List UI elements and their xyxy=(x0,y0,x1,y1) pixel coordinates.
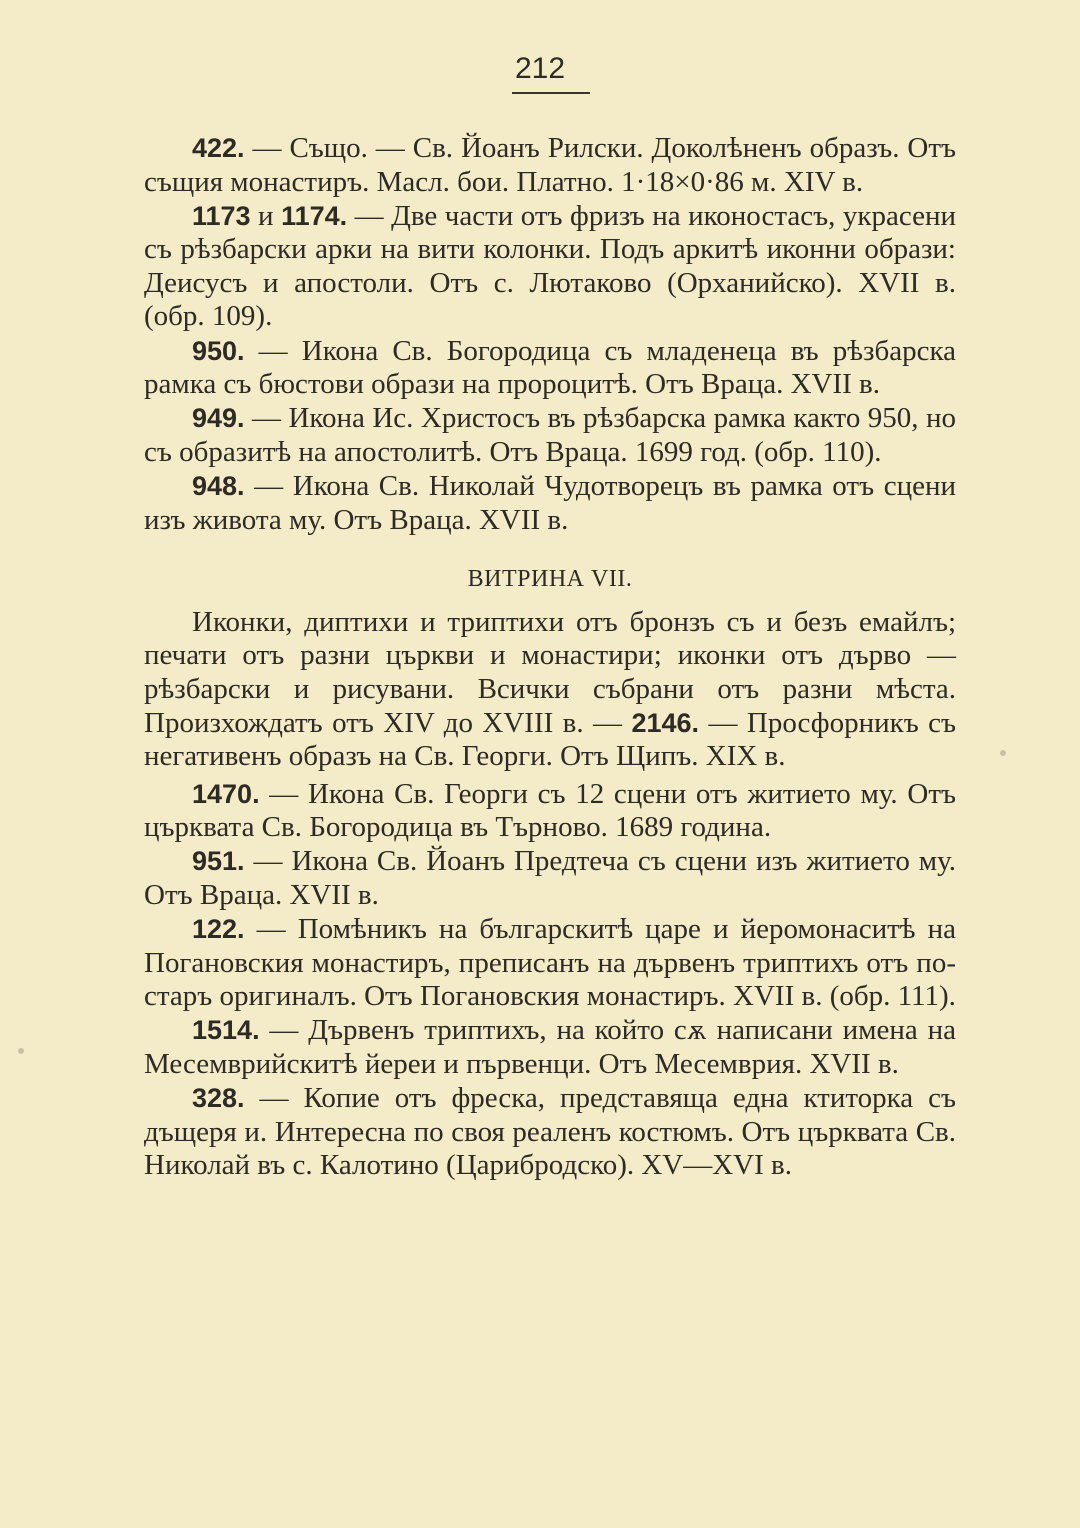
entry-text: — Икона Св. Георги съ 12 сцени отъ житието му. Отъ църквата Св. Богородица въ Търново. 1689 година. xyxy=(144,777,956,844)
catalog-entry-1514 xyxy=(144,1014,956,1081)
catalog-entry-1173-1174 xyxy=(144,200,956,334)
catalog-entry-949 xyxy=(144,402,956,469)
entry-number: 1173 xyxy=(192,200,251,231)
paper-speck xyxy=(1000,750,1006,756)
entry-number: 2146. xyxy=(631,707,700,738)
section-intro xyxy=(144,606,956,774)
entry-text: — Копие отъ фреска, представяща една ктиторка съ дъщеря и. Интересна по своя реаленъ костюмъ. Отъ църквата Св. Николай въ с. Калотино (Царибродско). XV—XVI в. xyxy=(144,1082,956,1182)
paper-speck xyxy=(18,1048,24,1054)
entry-text: — Също. — Св. Йоанъ Рилски. Доколѣненъ образъ. Отъ същия монастиръ. Масл. бои. Платно. 1·18×0·86 м. XIV в. xyxy=(144,132,956,198)
entry-number-second: 1174. xyxy=(281,200,348,231)
entry-number: 1514. xyxy=(192,1015,260,1046)
entry-number: 328. xyxy=(192,1083,245,1114)
entry-text: — Две части отъ фризъ на иконостасъ, украсени съ рѣзбарски арки на вити колонки. Подъ аркитѣ иконни образи: Деисусъ и апостоли. Отъ с. Лютаково (Орханийско). XVII в. (обр. 109). xyxy=(144,199,956,333)
catalog-entry-951 xyxy=(144,845,956,912)
entry-text: — Дървенъ триптихъ, на който сѫ написани имена на Месемврийскитѣ йереи и първенци. Отъ Месемврия. XVII в. xyxy=(144,1014,956,1080)
entry-text: — Икона Св. Богородица съ младенеца въ рѣзбарска рамка съ бюстови образи на пророцитѣ. Отъ Враца. XVII в. xyxy=(144,334,956,401)
entry-text: — Икона Св. Николай Чудотворецъ въ рамка отъ сцени изъ живота му. Отъ Враца. XVII в. xyxy=(144,469,956,536)
catalog-entry-1470 xyxy=(144,778,956,845)
entry-text: — Просфорникъ съ негативенъ образъ на Св. Георги. Отъ Щипъ. XIX в. xyxy=(144,706,956,773)
entry-number: 951. xyxy=(192,846,245,877)
entry-number: 422. xyxy=(192,133,245,163)
intro-text: Иконки, диптихи и триптихи отъ бронзъ съ и безъ емайлъ; печати отъ разни църкви и монастири; иконки отъ дърво — рѣзбарски и рисувани. Всички събрани отъ разни мѣста. Произхождатъ отъ XIV до XVIII в. — xyxy=(144,605,956,739)
entry-number: 950. xyxy=(192,335,245,366)
entry-number: 948. xyxy=(192,470,245,501)
entry-number: 949. xyxy=(192,403,245,434)
catalog-entry-422 xyxy=(144,132,956,199)
catalog-entry-950 xyxy=(144,335,956,402)
entry-text: — Помѣникъ на българскитѣ царе и йеромонаситѣ на Погановския монастиръ, преписанъ на дървенъ триптихъ отъ по-старъ оригиналъ. Отъ Погановския монастиръ. XVII в. (обр. 111). xyxy=(144,913,956,1013)
catalog-entry-122 xyxy=(144,913,956,1014)
entry-number: 1470. xyxy=(192,778,260,809)
page-body xyxy=(144,132,956,1183)
page-number: 212 xyxy=(514,52,566,85)
entry-text: — Икона Ис. Христосъ въ рѣзбарска рамка както 950, но съ образитѣ на апостолитѣ. Отъ Враца. 1699 год. (обр. 110). xyxy=(144,402,956,468)
catalog-entry-948 xyxy=(144,470,956,537)
catalog-entry-328 xyxy=(144,1082,956,1183)
page-number-rule xyxy=(512,92,590,94)
entry-conjunction: и xyxy=(250,199,282,232)
section-heading: ВИТРИНА VII. xyxy=(467,566,633,593)
entry-number: 122. xyxy=(192,914,245,945)
entry-text: — Икона Св. Йоанъ Предтеча съ сцени изъ житието му. Отъ Враца. XVII в. xyxy=(144,845,956,911)
